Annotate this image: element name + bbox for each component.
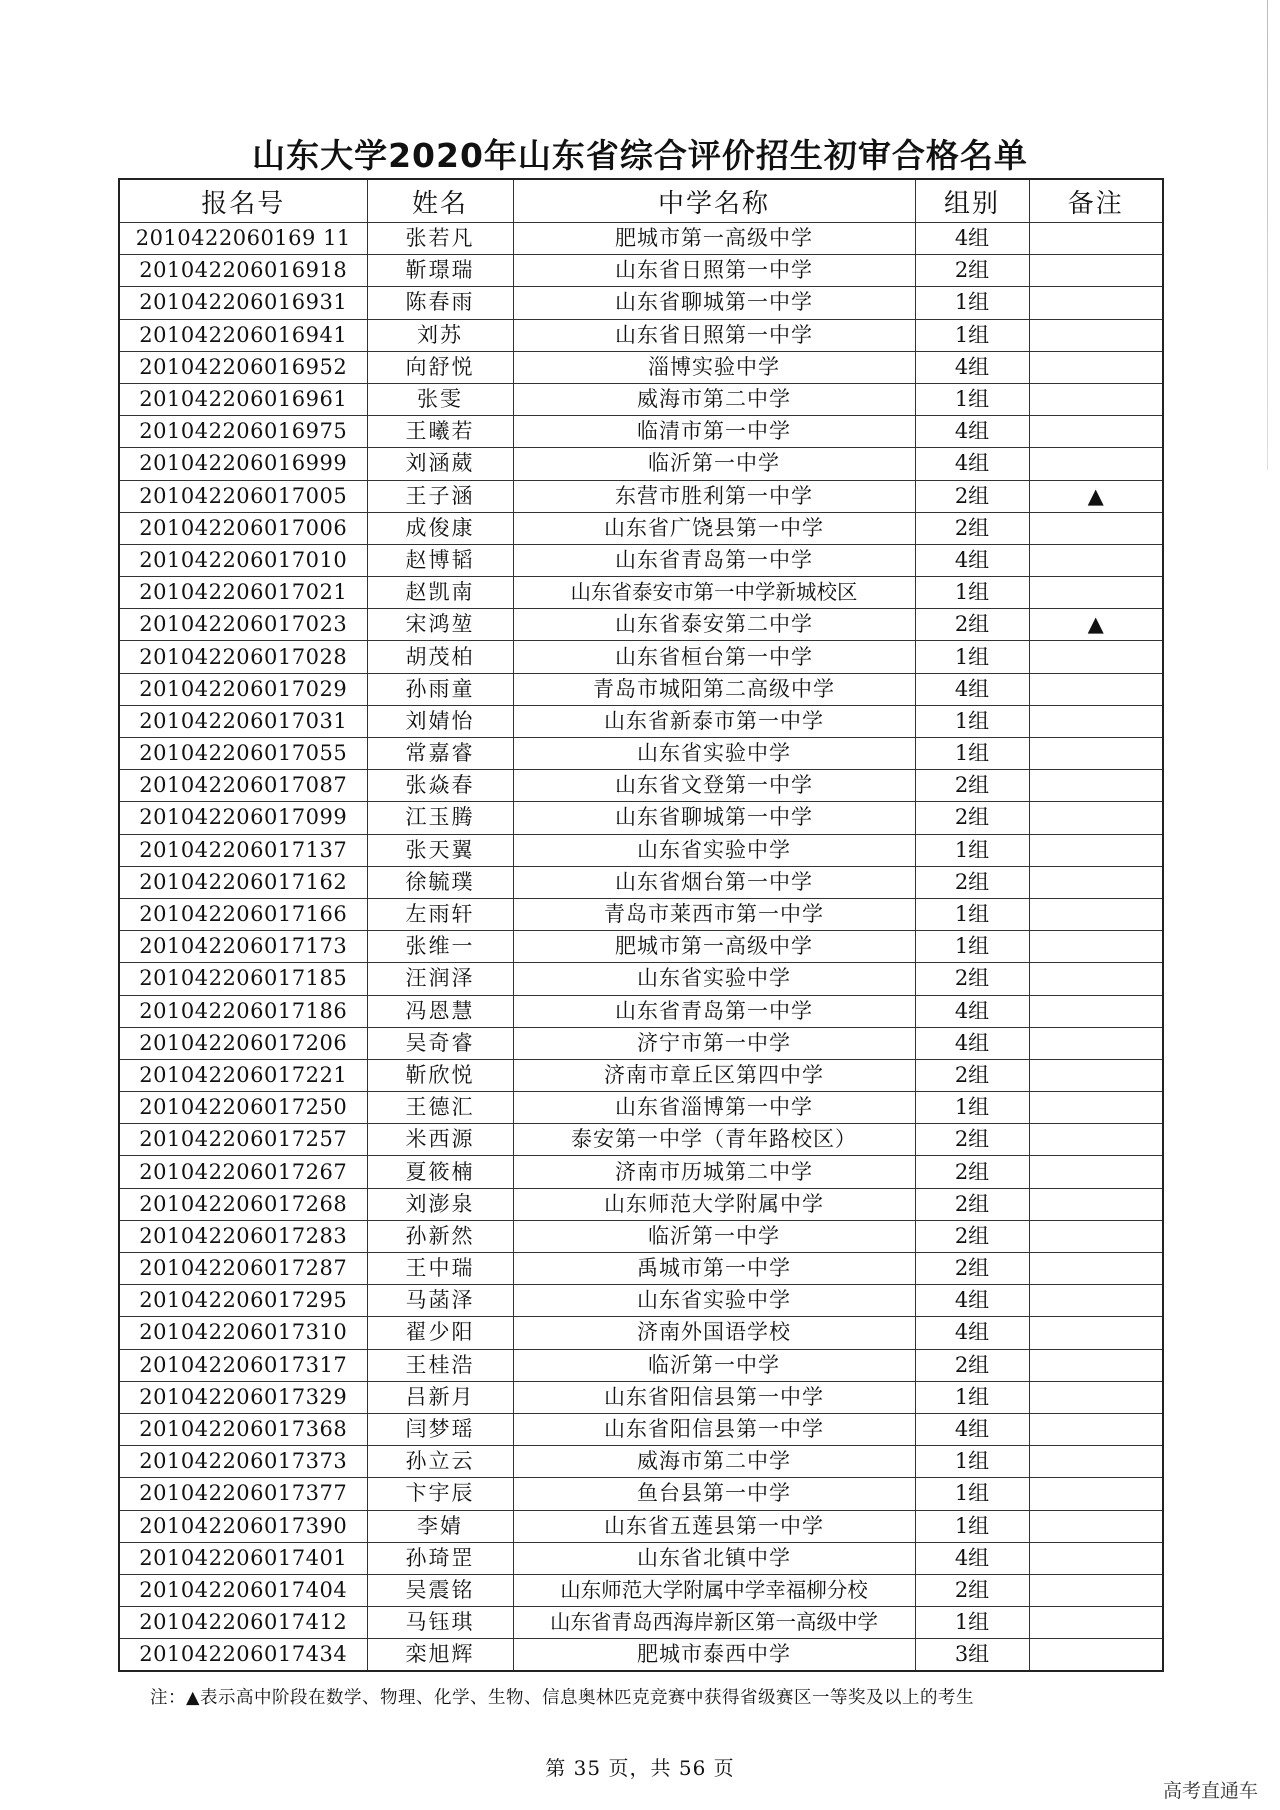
remarks-cell xyxy=(1029,1542,1163,1574)
group-cell: 2组 xyxy=(915,512,1029,544)
school-name-cell: 临沂第一中学 xyxy=(513,448,915,480)
remarks-cell xyxy=(1029,1381,1163,1413)
table-row xyxy=(119,448,1163,480)
registration-id-cell: 201042206017005 xyxy=(119,480,367,512)
column-header-registration-id: 报名号 xyxy=(119,179,367,223)
student-name-cell: 靳欣悦 xyxy=(367,1059,513,1091)
registration-id-cell: 201042206017412 xyxy=(119,1607,367,1639)
remarks-cell xyxy=(1029,1639,1163,1672)
column-header-remarks: 备注 xyxy=(1029,179,1163,223)
remarks-cell xyxy=(1029,1156,1163,1188)
school-name-cell: 山东省新泰市第一中学 xyxy=(513,705,915,737)
school-name-cell: 临清市第一中学 xyxy=(513,416,915,448)
group-cell: 3组 xyxy=(915,1639,1029,1672)
student-name-cell: 张维一 xyxy=(367,931,513,963)
student-name-cell: 陈春雨 xyxy=(367,287,513,319)
table-row xyxy=(119,673,1163,705)
registration-id-cell: 201042206017186 xyxy=(119,995,367,1027)
student-name-cell: 刘澎泉 xyxy=(367,1188,513,1220)
school-name-cell: 淄博实验中学 xyxy=(513,351,915,383)
group-cell: 2组 xyxy=(915,1253,1029,1285)
registration-id-cell: 201042206016975 xyxy=(119,416,367,448)
student-name-cell: 向舒悦 xyxy=(367,351,513,383)
table-row xyxy=(119,319,1163,351)
registration-id-cell: 201042206017401 xyxy=(119,1542,367,1574)
school-name-cell: 山东省阳信县第一中学 xyxy=(513,1381,915,1413)
table-row xyxy=(119,1317,1163,1349)
table-row xyxy=(119,1510,1163,1542)
remarks-cell xyxy=(1029,673,1163,705)
student-name-cell: 徐毓璞 xyxy=(367,866,513,898)
group-cell: 2组 xyxy=(915,1124,1029,1156)
registration-id-cell: 201042206017137 xyxy=(119,834,367,866)
student-name-cell: 李婧 xyxy=(367,1510,513,1542)
remarks-cell xyxy=(1029,995,1163,1027)
student-name-cell: 赵博韬 xyxy=(367,544,513,576)
group-cell: 4组 xyxy=(915,416,1029,448)
student-name-cell: 王子涵 xyxy=(367,480,513,512)
student-name-cell: 王中瑞 xyxy=(367,1253,513,1285)
remarks-cell xyxy=(1029,770,1163,802)
school-name-cell: 禹城市第一中学 xyxy=(513,1253,915,1285)
registration-id-cell: 201042206017267 xyxy=(119,1156,367,1188)
document-title: 山东大学2020年山东省综合评价招生初审合格名单 xyxy=(252,136,1028,175)
table-row xyxy=(119,834,1163,866)
student-name-cell: 吴震铭 xyxy=(367,1574,513,1606)
student-name-cell: 刘苏 xyxy=(367,319,513,351)
column-header-name: 姓名 xyxy=(367,179,513,223)
group-cell: 1组 xyxy=(915,577,1029,609)
student-name-cell: 王德汇 xyxy=(367,1092,513,1124)
remarks-cell xyxy=(1029,223,1163,255)
school-name-cell: 肥城市泰西中学 xyxy=(513,1639,915,1672)
table-row xyxy=(119,287,1163,319)
group-cell: 4组 xyxy=(915,1413,1029,1445)
student-name-cell: 栾旭辉 xyxy=(367,1639,513,1672)
registration-id-cell: 201042206017317 xyxy=(119,1349,367,1381)
registration-id-cell: 201042206017185 xyxy=(119,963,367,995)
remarks-cell: ▲ xyxy=(1029,480,1163,512)
remarks-cell xyxy=(1029,287,1163,319)
remarks-cell xyxy=(1029,1510,1163,1542)
school-name-cell: 济南市历城第二中学 xyxy=(513,1156,915,1188)
registration-id-cell: 201042206017287 xyxy=(119,1253,367,1285)
table-row xyxy=(119,383,1163,415)
group-cell: 2组 xyxy=(915,1349,1029,1381)
remarks-cell xyxy=(1029,705,1163,737)
group-cell: 4组 xyxy=(915,223,1029,255)
group-cell: 2组 xyxy=(915,1574,1029,1606)
student-name-cell: 翟少阳 xyxy=(367,1317,513,1349)
school-name-cell: 山东省青岛第一中学 xyxy=(513,995,915,1027)
school-name-cell: 肥城市第一高级中学 xyxy=(513,931,915,963)
registration-id-cell: 201042206017310 xyxy=(119,1317,367,1349)
table-row xyxy=(119,1220,1163,1252)
school-name-cell: 山东省淄博第一中学 xyxy=(513,1092,915,1124)
registration-id-cell: 201042206017173 xyxy=(119,931,367,963)
school-name-cell: 山东省文登第一中学 xyxy=(513,770,915,802)
remarks-cell xyxy=(1029,1027,1163,1059)
school-name-cell: 山东省泰安第二中学 xyxy=(513,609,915,641)
registration-id-cell: 201042206017031 xyxy=(119,705,367,737)
table-row xyxy=(119,1639,1163,1672)
school-name-cell: 青岛市城阳第二高级中学 xyxy=(513,673,915,705)
group-cell: 4组 xyxy=(915,995,1029,1027)
table-row xyxy=(119,1027,1163,1059)
registration-id-cell: 201042206017295 xyxy=(119,1285,367,1317)
registration-id-cell: 201042206017257 xyxy=(119,1124,367,1156)
registration-id-cell: 2010422060169 11 xyxy=(119,223,367,255)
registration-id-cell: 201042206016961 xyxy=(119,383,367,415)
school-name-cell: 山东省青岛第一中学 xyxy=(513,544,915,576)
student-name-cell: 王桂浩 xyxy=(367,1349,513,1381)
group-cell: 2组 xyxy=(915,963,1029,995)
registration-id-cell: 201042206017250 xyxy=(119,1092,367,1124)
student-name-cell: 左雨轩 xyxy=(367,898,513,930)
remarks-cell xyxy=(1029,1188,1163,1220)
group-cell: 2组 xyxy=(915,866,1029,898)
table-row xyxy=(119,641,1163,673)
table-row xyxy=(119,1188,1163,1220)
school-name-cell: 山东省阳信县第一中学 xyxy=(513,1413,915,1445)
group-cell: 2组 xyxy=(915,770,1029,802)
group-cell: 2组 xyxy=(915,1188,1029,1220)
group-cell: 4组 xyxy=(915,1027,1029,1059)
group-cell: 2组 xyxy=(915,802,1029,834)
remarks-cell xyxy=(1029,1124,1163,1156)
student-name-cell: 闫梦瑶 xyxy=(367,1413,513,1445)
remarks-cell xyxy=(1029,351,1163,383)
student-name-cell: 冯恩慧 xyxy=(367,995,513,1027)
student-name-cell: 张若凡 xyxy=(367,223,513,255)
remarks-cell xyxy=(1029,738,1163,770)
group-cell: 1组 xyxy=(915,383,1029,415)
page-number: 第 35 页，共 56 页 xyxy=(545,1756,735,1780)
table-row xyxy=(119,1574,1163,1606)
registration-id-cell: 201042206017162 xyxy=(119,866,367,898)
group-cell: 4组 xyxy=(915,1317,1029,1349)
registration-id-cell: 201042206017373 xyxy=(119,1446,367,1478)
remarks-cell xyxy=(1029,577,1163,609)
table-row xyxy=(119,705,1163,737)
remarks-cell: ▲ xyxy=(1029,609,1163,641)
school-name-cell: 山东省青岛西海岸新区第一高级中学 xyxy=(513,1607,915,1639)
table-row xyxy=(119,1413,1163,1445)
table-row xyxy=(119,1446,1163,1478)
group-cell: 2组 xyxy=(915,255,1029,287)
remarks-cell xyxy=(1029,802,1163,834)
table-row xyxy=(119,223,1163,255)
remarks-cell xyxy=(1029,1285,1163,1317)
admission-table xyxy=(118,178,1164,1672)
registration-id-cell: 201042206016918 xyxy=(119,255,367,287)
school-name-cell: 山东省实验中学 xyxy=(513,738,915,770)
group-cell: 4组 xyxy=(915,544,1029,576)
group-cell: 4组 xyxy=(915,1542,1029,1574)
school-name-cell: 山东省广饶县第一中学 xyxy=(513,512,915,544)
school-name-cell: 山东省五莲县第一中学 xyxy=(513,1510,915,1542)
table-row xyxy=(119,770,1163,802)
student-name-cell: 米西源 xyxy=(367,1124,513,1156)
remarks-cell xyxy=(1029,448,1163,480)
table-row xyxy=(119,1092,1163,1124)
table-row xyxy=(119,898,1163,930)
remarks-cell xyxy=(1029,931,1163,963)
student-name-cell: 吕新月 xyxy=(367,1381,513,1413)
school-name-cell: 济宁市第一中学 xyxy=(513,1027,915,1059)
registration-id-cell: 201042206017377 xyxy=(119,1478,367,1510)
remarks-cell xyxy=(1029,416,1163,448)
student-name-cell: 赵凯南 xyxy=(367,577,513,609)
remarks-cell xyxy=(1029,1607,1163,1639)
school-name-cell: 山东省实验中学 xyxy=(513,963,915,995)
school-name-cell: 山东师范大学附属中学幸福柳分校 xyxy=(513,1574,915,1606)
student-name-cell: 孙琦罡 xyxy=(367,1542,513,1574)
registration-id-cell: 201042206017268 xyxy=(119,1188,367,1220)
remarks-cell xyxy=(1029,1092,1163,1124)
table-row xyxy=(119,480,1163,512)
school-name-cell: 济南市章丘区第四中学 xyxy=(513,1059,915,1091)
table-row xyxy=(119,351,1163,383)
group-cell: 2组 xyxy=(915,1220,1029,1252)
registration-id-cell: 201042206017006 xyxy=(119,512,367,544)
registration-id-cell: 201042206016999 xyxy=(119,448,367,480)
remarks-cell xyxy=(1029,1059,1163,1091)
group-cell: 1组 xyxy=(915,738,1029,770)
group-cell: 2组 xyxy=(915,1156,1029,1188)
column-header-school: 中学名称 xyxy=(513,179,915,223)
remarks-cell xyxy=(1029,544,1163,576)
student-name-cell: 汪润泽 xyxy=(367,963,513,995)
scan-edge-line xyxy=(1267,0,1268,470)
group-cell: 1组 xyxy=(915,1478,1029,1510)
school-name-cell: 山东省日照第一中学 xyxy=(513,255,915,287)
registration-id-cell: 201042206017434 xyxy=(119,1639,367,1672)
student-name-cell: 张焱春 xyxy=(367,770,513,802)
school-name-cell: 威海市第二中学 xyxy=(513,1446,915,1478)
group-cell: 2组 xyxy=(915,609,1029,641)
table-row xyxy=(119,802,1163,834)
remarks-cell xyxy=(1029,255,1163,287)
remarks-cell xyxy=(1029,641,1163,673)
table-row xyxy=(119,255,1163,287)
table-row xyxy=(119,963,1163,995)
group-cell: 1组 xyxy=(915,898,1029,930)
group-cell: 1组 xyxy=(915,1381,1029,1413)
student-name-cell: 胡茂柏 xyxy=(367,641,513,673)
remarks-cell xyxy=(1029,1413,1163,1445)
table-row xyxy=(119,1059,1163,1091)
remarks-cell xyxy=(1029,512,1163,544)
student-name-cell: 夏筱楠 xyxy=(367,1156,513,1188)
table-row xyxy=(119,1607,1163,1639)
group-cell: 1组 xyxy=(915,1092,1029,1124)
registration-id-cell: 201042206017404 xyxy=(119,1574,367,1606)
registration-id-cell: 201042206017023 xyxy=(119,609,367,641)
registration-id-cell: 201042206016941 xyxy=(119,319,367,351)
school-name-cell: 山东省泰安市第一中学新城校区 xyxy=(513,577,915,609)
student-name-cell: 马菡泽 xyxy=(367,1285,513,1317)
table-row xyxy=(119,866,1163,898)
student-name-cell: 卞宇辰 xyxy=(367,1478,513,1510)
remarks-cell xyxy=(1029,1349,1163,1381)
table-row xyxy=(119,1478,1163,1510)
table-row xyxy=(119,738,1163,770)
table-row xyxy=(119,1124,1163,1156)
group-cell: 1组 xyxy=(915,705,1029,737)
school-name-cell: 山东省聊城第一中学 xyxy=(513,802,915,834)
table-row xyxy=(119,577,1163,609)
table-row xyxy=(119,1253,1163,1285)
column-header-group: 组别 xyxy=(915,179,1029,223)
school-name-cell: 山东师范大学附属中学 xyxy=(513,1188,915,1220)
student-name-cell: 刘婧怡 xyxy=(367,705,513,737)
school-name-cell: 山东省桓台第一中学 xyxy=(513,641,915,673)
group-cell: 4组 xyxy=(915,351,1029,383)
school-name-cell: 山东省北镇中学 xyxy=(513,1542,915,1574)
school-name-cell: 肥城市第一高级中学 xyxy=(513,223,915,255)
remarks-cell xyxy=(1029,898,1163,930)
group-cell: 2组 xyxy=(915,1059,1029,1091)
group-cell: 4组 xyxy=(915,448,1029,480)
group-cell: 1组 xyxy=(915,931,1029,963)
remarks-cell xyxy=(1029,1446,1163,1478)
group-cell: 2组 xyxy=(915,480,1029,512)
footnote: 注：▲表示高中阶段在数学、物理、化学、生物、信息奥林匹克竞赛中获得省级赛区一等奖及以上的考生 xyxy=(150,1688,974,1708)
watermark: 高考直通车 xyxy=(1157,1774,1264,1805)
registration-id-cell: 201042206017029 xyxy=(119,673,367,705)
table-row xyxy=(119,1542,1163,1574)
table-row xyxy=(119,1349,1163,1381)
remarks-cell xyxy=(1029,319,1163,351)
school-name-cell: 山东省烟台第一中学 xyxy=(513,866,915,898)
group-cell: 1组 xyxy=(915,1446,1029,1478)
student-name-cell: 张雯 xyxy=(367,383,513,415)
student-name-cell: 宋鸿堃 xyxy=(367,609,513,641)
school-name-cell: 山东省日照第一中学 xyxy=(513,319,915,351)
registration-id-cell: 201042206017283 xyxy=(119,1220,367,1252)
student-name-cell: 孙新然 xyxy=(367,1220,513,1252)
school-name-cell: 临沂第一中学 xyxy=(513,1220,915,1252)
registration-id-cell: 201042206016931 xyxy=(119,287,367,319)
student-name-cell: 孙立云 xyxy=(367,1446,513,1478)
remarks-cell xyxy=(1029,866,1163,898)
registration-id-cell: 201042206017087 xyxy=(119,770,367,802)
table-row xyxy=(119,544,1163,576)
group-cell: 1组 xyxy=(915,1607,1029,1639)
registration-id-cell: 201042206017329 xyxy=(119,1381,367,1413)
school-name-cell: 泰安第一中学（青年路校区） xyxy=(513,1124,915,1156)
student-name-cell: 王曦若 xyxy=(367,416,513,448)
table-body xyxy=(119,223,1163,1672)
registration-id-cell: 201042206017028 xyxy=(119,641,367,673)
student-name-cell: 靳璟瑞 xyxy=(367,255,513,287)
school-name-cell: 威海市第二中学 xyxy=(513,383,915,415)
table-row xyxy=(119,931,1163,963)
table-row xyxy=(119,609,1163,641)
registration-id-cell: 201042206017021 xyxy=(119,577,367,609)
registration-id-cell: 201042206017010 xyxy=(119,544,367,576)
table-header-row xyxy=(119,179,1163,223)
student-name-cell: 吴奇睿 xyxy=(367,1027,513,1059)
table-row xyxy=(119,995,1163,1027)
table-row xyxy=(119,1381,1163,1413)
remarks-cell xyxy=(1029,1478,1163,1510)
table-row xyxy=(119,416,1163,448)
group-cell: 1组 xyxy=(915,1510,1029,1542)
registration-id-cell: 201042206017206 xyxy=(119,1027,367,1059)
remarks-cell xyxy=(1029,1574,1163,1606)
remarks-cell xyxy=(1029,834,1163,866)
group-cell: 1组 xyxy=(915,319,1029,351)
school-name-cell: 山东省实验中学 xyxy=(513,1285,915,1317)
school-name-cell: 临沂第一中学 xyxy=(513,1349,915,1381)
registration-id-cell: 201042206017166 xyxy=(119,898,367,930)
group-cell: 4组 xyxy=(915,1285,1029,1317)
student-name-cell: 孙雨童 xyxy=(367,673,513,705)
student-name-cell: 江玉腾 xyxy=(367,802,513,834)
school-name-cell: 山东省聊城第一中学 xyxy=(513,287,915,319)
registration-id-cell: 201042206017055 xyxy=(119,738,367,770)
table-row xyxy=(119,1285,1163,1317)
school-name-cell: 东营市胜利第一中学 xyxy=(513,480,915,512)
student-name-cell: 成俊康 xyxy=(367,512,513,544)
remarks-cell xyxy=(1029,383,1163,415)
student-name-cell: 刘涵葳 xyxy=(367,448,513,480)
remarks-cell xyxy=(1029,1220,1163,1252)
table-row xyxy=(119,1156,1163,1188)
group-cell: 1组 xyxy=(915,641,1029,673)
registration-id-cell: 201042206017390 xyxy=(119,1510,367,1542)
remarks-cell xyxy=(1029,963,1163,995)
group-cell: 4组 xyxy=(915,673,1029,705)
registration-id-cell: 201042206016952 xyxy=(119,351,367,383)
remarks-cell xyxy=(1029,1253,1163,1285)
school-name-cell: 青岛市莱西市第一中学 xyxy=(513,898,915,930)
remarks-cell xyxy=(1029,1317,1163,1349)
registration-id-cell: 201042206017221 xyxy=(119,1059,367,1091)
table-row xyxy=(119,512,1163,544)
group-cell: 1组 xyxy=(915,834,1029,866)
school-name-cell: 山东省实验中学 xyxy=(513,834,915,866)
student-name-cell: 张天翼 xyxy=(367,834,513,866)
student-name-cell: 常嘉睿 xyxy=(367,738,513,770)
group-cell: 1组 xyxy=(915,287,1029,319)
registration-id-cell: 201042206017099 xyxy=(119,802,367,834)
registration-id-cell: 201042206017368 xyxy=(119,1413,367,1445)
school-name-cell: 济南外国语学校 xyxy=(513,1317,915,1349)
student-name-cell: 马钰琪 xyxy=(367,1607,513,1639)
school-name-cell: 鱼台县第一中学 xyxy=(513,1478,915,1510)
